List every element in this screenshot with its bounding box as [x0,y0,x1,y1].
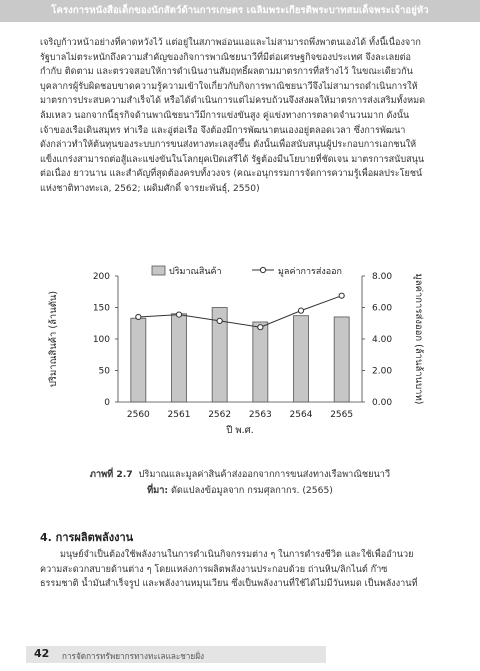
figure-caption [0,467,480,482]
paragraph-1-line: เจริญก้าวหน้าอย่างที่คาดหวังไว้ แต่อยู่ในสภาพอ่อนแอและไม่สามารถพึ่งพาตนเองได้ ทั้งนี้เนื่องจาก [40,38,421,48]
data-point [258,325,263,330]
paragraph-1-line: ล้มเหลว นอกจากนี้ธุรกิจด้านพาณิชยนาวีมีการแข่งขันสูง คู่แข่งทางการตลาดจำนวนมาก ดังนั้น [40,110,410,121]
paragraph-1-line: รัฐบาลไม่ตระหนักถึงความสำคัญของกิจการพาณิชยนาวีที่มีต่อเศรษฐกิจของประเทศ จึงละเลยต่อ [40,52,411,63]
y-left-tick-label: 150 [92,303,110,314]
paragraph-1-line: กำกับ ติดตาม และตรวจสอบให้การดำเนินงานสัมฤทธิ์ผลตามมาตรการที่สร้างไว้ ในขณะเดียวกัน [40,67,413,78]
y-left-tick-label: 0 [104,398,110,408]
data-point [217,318,222,323]
source-text: ดัดแปลงข้อมูลจาก กรมศุลกากร. (2565) [170,485,333,496]
x-tick-label: 2565 [330,410,354,420]
data-point [339,293,344,298]
section-heading: 4. การผลิตพลังงาน [40,531,134,544]
paragraph-2 [40,548,452,592]
x-tick-label: 2561 [167,410,191,420]
data-point [136,314,141,319]
y-right-tick-label: 6.00 [372,303,393,314]
chart-axes [115,276,365,402]
y-left-tick-label: 50 [98,366,110,377]
legend-bar-label: ปริมาณสินค้า [169,267,222,277]
chart-text [48,272,424,436]
chart-bars [131,308,349,403]
x-tick-label: 2564 [289,410,313,420]
data-point [176,312,181,317]
paragraph-1-line: เจ้าของเรือเดินสมุทร ท่าเรือ และอู่ต่อเรือ จึงต้องมีการพัฒนาตนเองอยู่ตลอดเวลา ซึ่งการพัฒนา [40,125,406,136]
y-right-tick-label: 4.00 [372,335,393,345]
chart-legend [152,266,342,277]
legend-line-marker [260,267,265,272]
caption-text: ปริมาณและมูลค่าสินค้าส่งออกจากการขนส่งทางเรือพาณิชยนาวี [138,469,391,480]
y-left-tick-label: 100 [92,335,110,345]
export-chart [40,262,440,452]
paragraph-2-line: ธรรมชาติ น้ำมันสำเร็จรูป และพลังงานหมุนเวียน ซึ่งเป็นพลังงานที่ใช้ได้ไม่มีวันหมด เป็นพลังงานที่ [40,579,418,590]
y-right-tick-label: 0.00 [372,398,393,408]
bar [334,317,349,402]
paragraph-1-line: มาตรการประสบความสำเร็จได้ หรือได้ดำเนินการแต่ไม่ครบถ้วนจึงส่งผลให้มาตรการส่งเสริมทั้งหมด [40,96,426,107]
legend-bar-swatch [152,266,165,275]
data-point [298,308,303,313]
footer-text: การจัดการทรัพยากรทางทะเลและชายฝั่ง [62,651,205,661]
paragraph-1-line: ต่อเนื่อง ยาวนาน และสำคัญที่สุดต้องครบทั้งวงจร (คณะอนุกรรมการจัดการความรู้เพื่อผลประโยชน์ [40,169,423,180]
x-axis-title: ปี พ.ศ. [226,425,254,436]
caption-label: ภาพที่ 2.7 [89,469,133,480]
y-right-axis-title: มูลค่าการส่งออก (ล้านล้านบาท) [413,273,424,405]
x-tick-label: 2562 [208,410,232,420]
paragraph-1-line: ดังกล่าวทำให้ต้นทุนของระบบการขนส่งทางทะเลสูงขึ้น ดังนั้นเพื่อสนับสนุนผู้ประกอบการเอกชนให้ [40,140,417,151]
paragraph-2-line: ความสะดวกสบายด้านต่าง ๆ โดยแหล่งการผลิตพลังงานประกอบด้วย ถ่านหิน/ลิกไนต์ ก๊าซ [40,564,388,575]
y-left-tick-label: 200 [92,272,110,282]
paragraph-1-line: แข็งแกร่งสามารถต่อสู้และแข่งขันในโลกยุคเปิดเสรีได้ รัฐต้องมีนโยบายที่ชัดเจน มาตรการสนับสนุน [40,154,425,165]
bar [131,318,146,402]
paragraph-1-line: บุคลากรผู้รับผิดชอบขาดความรู้ความเข้าใจเกี่ยวกับกิจการพาณิชยนาวีจึงไม่สามารถดำเนินการให้ [40,81,418,92]
header-title: โครงการหนังสือเด็กของนักสัตว์ด้านการเกษตร เฉลิมพระเกียรติพระบาทสมเด็จพระเจ้าอยู่หัว [51,5,429,16]
figure-source [0,483,480,498]
page-number: 42 [34,647,50,660]
bar [294,316,309,402]
bar [253,322,268,402]
export-value-line [138,296,341,328]
chart-line [136,293,345,330]
y-right-tick-label: 8.00 [372,272,393,282]
y-left-axis-title: ปริมาณสินค้า (ล้านตัน) [48,290,59,388]
paragraph-1-line: แห่งชาติทางทะเล, 2562; เผดิมศักดิ์ จารยะพันธุ์, 2550) [40,183,260,194]
bar [172,314,187,402]
x-tick-label: 2563 [248,410,272,420]
y-right-tick-label: 2.00 [372,366,393,377]
x-tick-label: 2560 [126,410,150,420]
legend-line-label: มูลค่าการส่งออก [278,267,343,277]
paragraph-1 [40,36,452,197]
source-label: ที่มา: [147,485,169,496]
paragraph-2-line: มนุษย์จำเป็นต้องใช้พลังงานในการดำเนินกิจกรรมต่าง ๆ ในการดำรงชีวิต และใช้เพื่ออำนวย [60,550,414,560]
